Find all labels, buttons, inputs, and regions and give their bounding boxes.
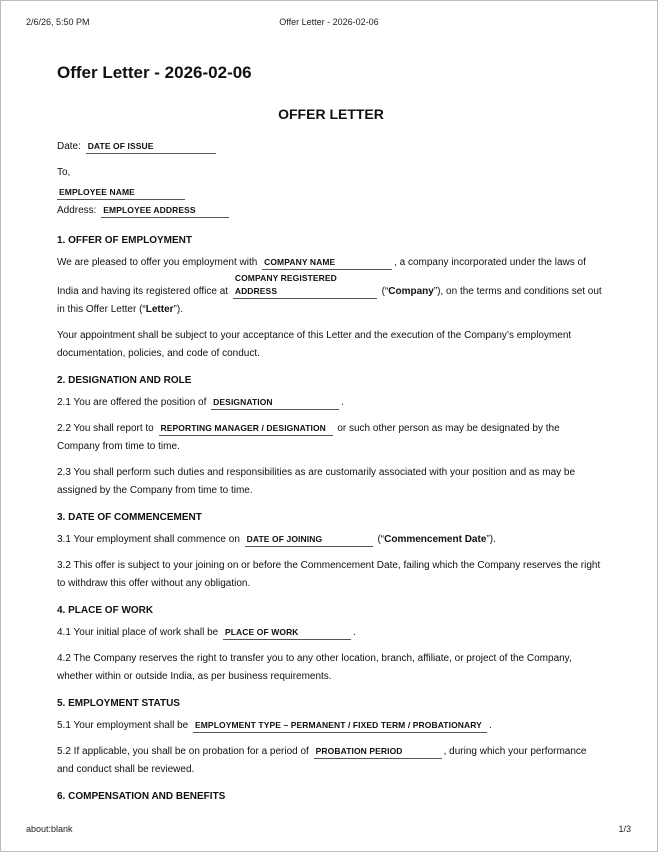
place-of-work-field: PLACE OF WORK [223,626,351,640]
probation-period-field: PROBATION PERIOD [314,745,442,759]
date-of-issue-field: DATE OF ISSUE [86,140,216,154]
designation-field: DESIGNATION [211,396,339,410]
section-heading: 5. EMPLOYMENT STATUS [57,698,180,709]
defined-term: Letter [145,304,174,315]
paragraph [57,743,605,779]
text: ”). [486,534,496,545]
text: We are pleased to offer you employment with [57,257,258,268]
text: 2.2 You shall report to [57,423,154,434]
defined-term: Commencement Date [384,534,487,545]
paragraph [57,531,605,549]
text: 5.2 If applicable, you shall be on probation for a period of [57,746,309,757]
defined-term: Company [388,286,434,297]
text: . [341,397,344,408]
employee-name-line [57,184,605,202]
address-label: Address: [57,205,97,216]
company-address-field: COMPANY REGISTERED ADDRESS [233,272,377,299]
paragraph [57,624,605,642]
paragraph [57,420,605,456]
text: , during which your performance and conduct shall be reviewed. [57,746,587,775]
paragraph [57,717,605,735]
text: . [353,627,356,638]
employee-address-field: EMPLOYEE ADDRESS [101,204,229,218]
print-url: about:blank [26,824,73,834]
section-heading: 2. DESIGNATION AND ROLE [57,375,192,386]
text: ”), on the terms and conditions set out in this Offer Letter (“ [57,286,602,315]
text: (“ [377,534,385,545]
address-line [57,202,605,220]
paragraph [57,394,605,412]
text: 5.1 Your employment shall be [57,720,189,731]
paragraph: Your appointment shall be subject to your acceptance of this Letter and the execution of the Company’s employment documentation, policies, and code of conduct. [57,330,572,359]
page-number: 1/3 [618,824,631,834]
employee-name-field: EMPLOYEE NAME [57,186,185,200]
section-heading: 3. DATE OF COMMENCEMENT [57,512,202,523]
text: 2.1 You are offered the position of [57,397,207,408]
text: . [488,720,492,731]
print-title: Offer Letter - 2026-02-06 [279,17,379,27]
employment-type-field: EMPLOYMENT TYPE – PERMANENT / FIXED TERM / PROBATIONARY [193,719,487,733]
date-label: Date: [57,141,81,152]
print-datetime: 2/6/26, 5:50 PM [26,17,90,27]
text: , a company incorporated under the laws of India and having its registered office at [57,257,586,297]
paragraph [57,254,605,319]
text: 3.1 Your employment shall commence on [57,534,240,545]
document-body [57,62,605,810]
paragraph: 4.2 The Company reserves the right to transfer you to any other location, branch, affiliate, or project of the Company, whether within or outside India, as per business requirements. [57,653,572,682]
reporting-manager-field: REPORTING MANAGER / DESIGNATION [159,422,333,436]
to-label: To, [57,167,71,178]
text: ”). [173,304,183,315]
text: (“ [381,286,389,297]
paragraph: 2.3 You shall perform such duties and responsibilities as are customarily associated with your position and as may be assigned by the Company from time to time. [57,467,576,496]
date-of-joining-field: DATE OF JOINING [245,533,373,547]
offer-heading: OFFER LETTER [278,106,384,122]
section-heading: 4. PLACE OF WORK [57,605,154,616]
section-heading: 1. OFFER OF EMPLOYMENT [57,235,193,246]
company-name-field: COMPANY NAME [262,256,392,270]
date-line [57,138,605,156]
document-title: Offer Letter - 2026-02-06 [57,63,252,82]
text: or such other person as may be designated by the Company from time to time. [57,423,560,452]
text: 4.1 Your initial place of work shall be [57,627,219,638]
section-heading: 6. COMPENSATION AND BENEFITS [57,791,226,802]
paragraph: 3.2 This offer is subject to your joining on or before the Commencement Date, failing which the Company reserves the right to withdraw this offer without any obligation. [57,560,601,589]
